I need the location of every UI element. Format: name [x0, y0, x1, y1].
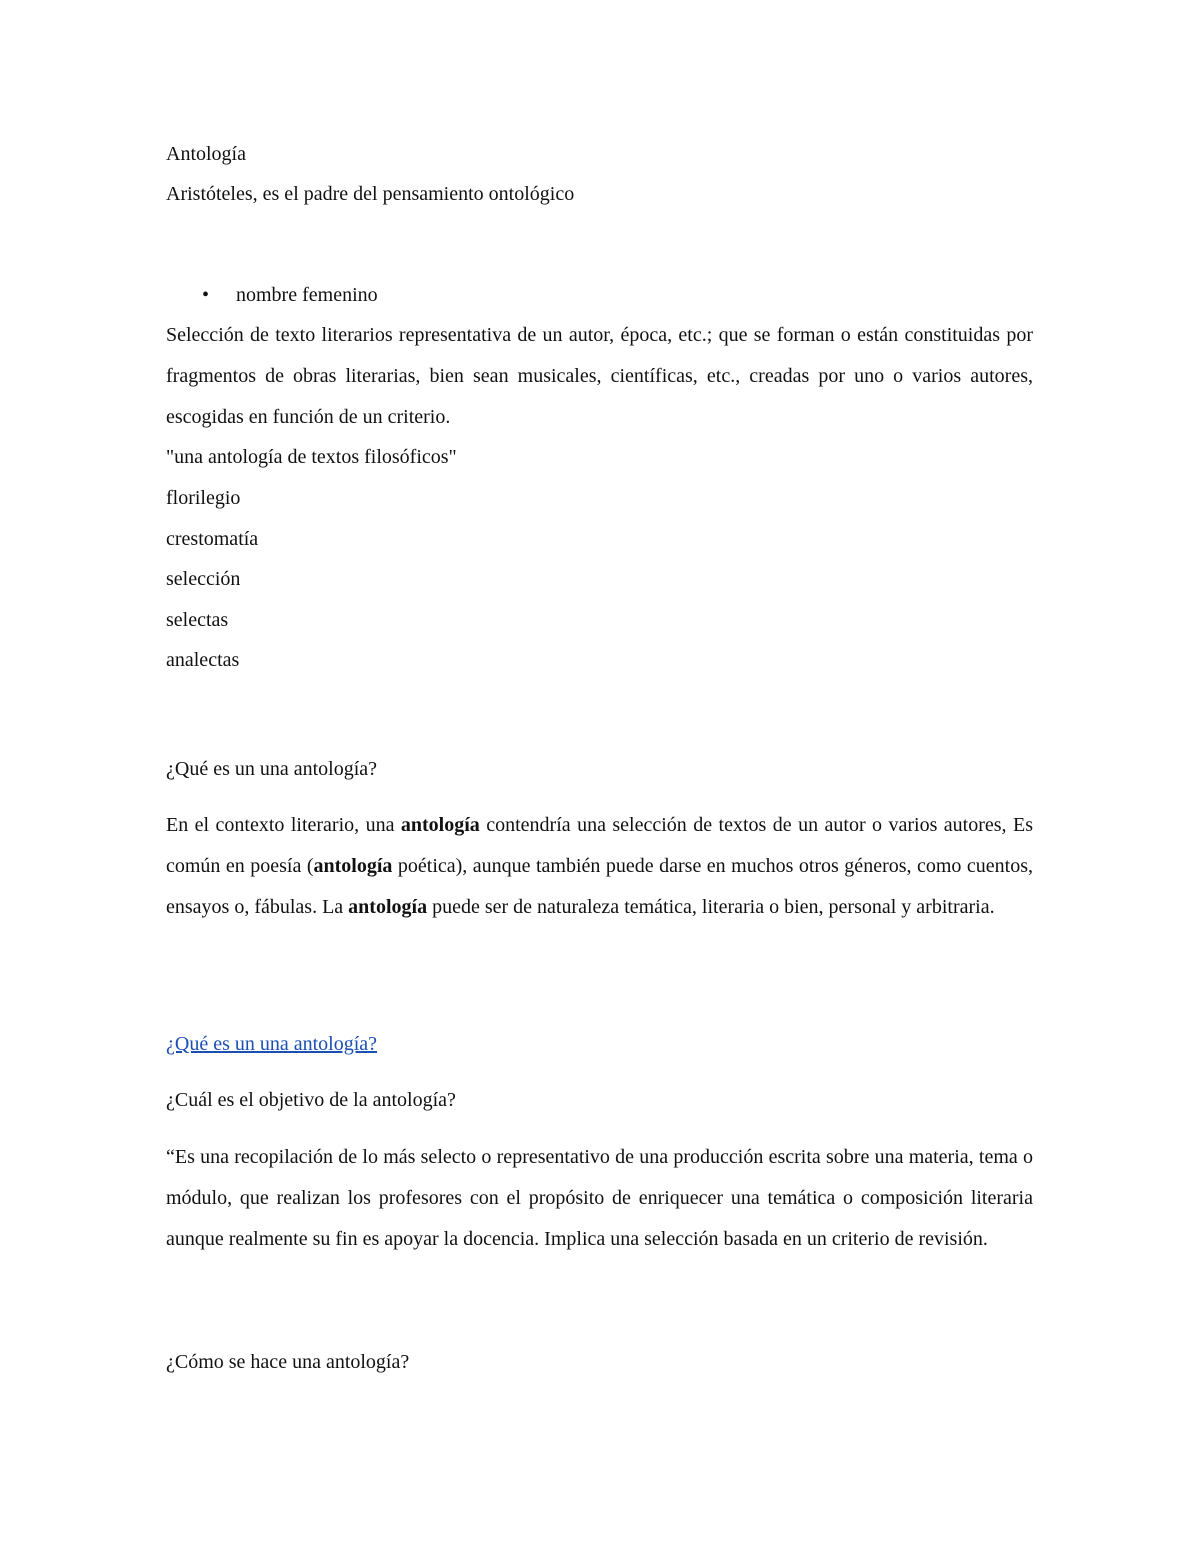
- answer-text: En el contexto literario, una: [166, 814, 401, 836]
- bullet-text: nombre femenino: [236, 284, 378, 306]
- reference-link-line: [166, 1032, 377, 1056]
- answer-paragraph: [166, 805, 1033, 927]
- answer-bold-term: antología: [400, 814, 480, 836]
- question-heading: ¿Cómo se hace una antología?: [166, 1351, 410, 1373]
- answer-text: puede ser de naturaleza temática, literaria o bien, personal y arbitraria.: [427, 895, 995, 918]
- question-heading: ¿Qué es un una antología?: [166, 758, 378, 780]
- synonym-item: selectas: [166, 609, 229, 631]
- bullet-marker: •: [202, 284, 210, 306]
- reference-link[interactable]: ¿Qué es un una antología?: [166, 1033, 378, 1055]
- answer-bold-term: antología: [313, 854, 393, 877]
- synonym-item: crestomatía: [166, 528, 259, 550]
- definition-paragraph: Selección de texto literarios representativa de un autor, época, etc.; que se forman o están constituidas por fragmentos de obras literarias, bien sean musicales, científicas, etc., creadas por uno o varios autores, escogidas en función de un criterio.: [166, 324, 1033, 428]
- answer-text: poética), aunque también puede darse en muchos otros géneros, como cuentos, ensayos o, fábulas. La: [166, 854, 1033, 918]
- synonym-item: analectas: [166, 649, 240, 671]
- example-quote: "una antología de textos filosóficos": [166, 446, 457, 468]
- synonym-item: florilegio: [166, 487, 241, 509]
- answer-bold-term: antología: [348, 895, 428, 918]
- objective-paragraph: “Es una recopilación de lo más selecto o representativo de una producción escrita sobre una materia, tema o módulo, que realizan los profesores con el propósito de enriquecer una temática o composición literaria aunque realmente su fin es apoyar la docencia. Implica una selección basada en un criterio de revisión.: [166, 1146, 1033, 1250]
- question-heading: ¿Cuál es el objetivo de la antología?: [166, 1089, 456, 1111]
- answer-text: contendría una selección de textos de un autor o varios autores, Es común en poesía (: [166, 814, 1033, 877]
- synonym-item: selección: [166, 568, 241, 590]
- document-subtitle: Aristóteles, es el padre del pensamiento ontológico: [166, 183, 575, 205]
- document-title: Antología: [166, 143, 246, 165]
